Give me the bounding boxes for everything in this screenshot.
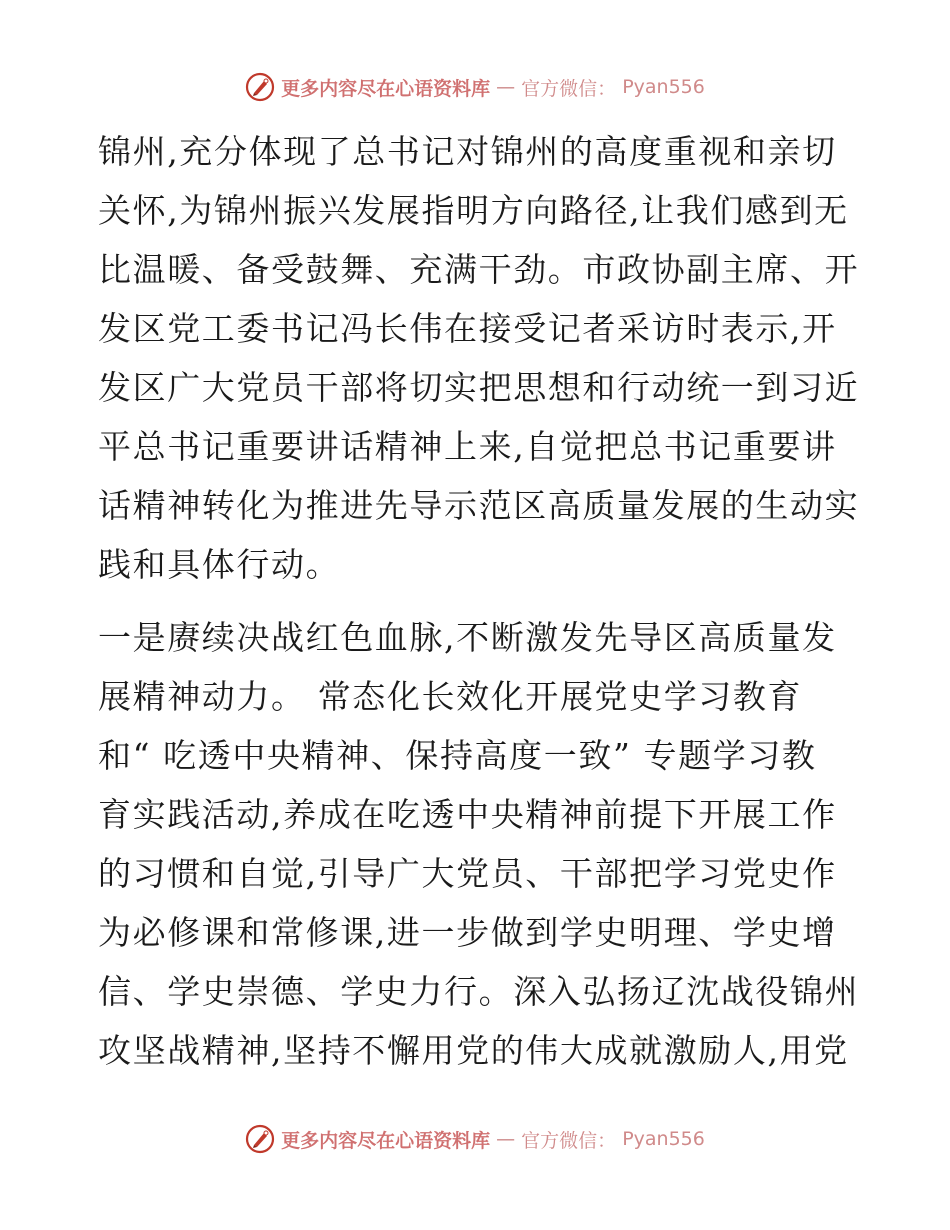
text-line: 的习惯和自觉,引导广大党员、干部把学习党史作 [98, 854, 837, 893]
header-watermark [0, 72, 950, 102]
text-line: 发区广大党员干部将切实把思想和行动统一到习近 [98, 368, 860, 407]
watermark-wechat-label: 官方微信： [521, 77, 617, 100]
paragraph-2 [98, 608, 858, 1080]
document-body [98, 122, 858, 1080]
text-line: 发区党工委书记冯长伟在接受记者采访时表示,开 [98, 309, 837, 348]
text-line: 为必修课和常修课,进一步做到学史明理、学史增 [98, 913, 837, 952]
text-line: 展精神动力。 常态化长效化开展党史学习教育 [98, 677, 803, 716]
pen-logo-icon [245, 72, 275, 102]
watermark-site-text: 更多内容尽在心语资料库 [281, 77, 491, 100]
text-line: 攻坚战精神,坚持不懈用党的伟大成就激励人,用党 [98, 1031, 849, 1070]
text-line: 平总书记重要讲话精神上来,自觉把总书记重要讲 [98, 427, 837, 466]
watermark-site-text: 更多内容尽在心语资料库 [281, 1129, 491, 1152]
text-line: 话精神转化为推进先导示范区高质量发展的生动实 [98, 486, 860, 525]
text-line: 信、学史崇德、学史力行。深入弘扬辽沈战役锦州 [98, 972, 860, 1011]
watermark-wechat-label: 官方微信： [521, 1129, 617, 1152]
text-line: 践和具体行动。 [98, 545, 341, 584]
text-line: 和“ 吃透中央精神、保持高度一致” 专题学习教 [98, 736, 817, 775]
pen-logo-icon [245, 1124, 275, 1154]
text-line: 关怀,为锦州振兴发展指明方向路径,让我们感到无 [98, 191, 849, 230]
text-line: 锦州,充分体现了总书记对锦州的高度重视和亲切 [98, 132, 837, 171]
paragraph-1 [98, 122, 858, 594]
watermark-wechat-id: Pyan556 [622, 76, 705, 98]
watermark-separator: — [496, 76, 516, 98]
text-line: 一是赓续决战红色血脉,不断激发先导区高质量发 [98, 618, 837, 657]
watermark-separator: — [496, 1128, 516, 1150]
footer-watermark [0, 1124, 950, 1154]
text-line: 比温暖、备受鼓舞、充满干劲。市政协副主席、开 [98, 250, 860, 289]
watermark-wechat-id: Pyan556 [622, 1128, 705, 1150]
text-line: 育实践活动,养成在吃透中央精神前提下开展工作 [98, 795, 837, 834]
